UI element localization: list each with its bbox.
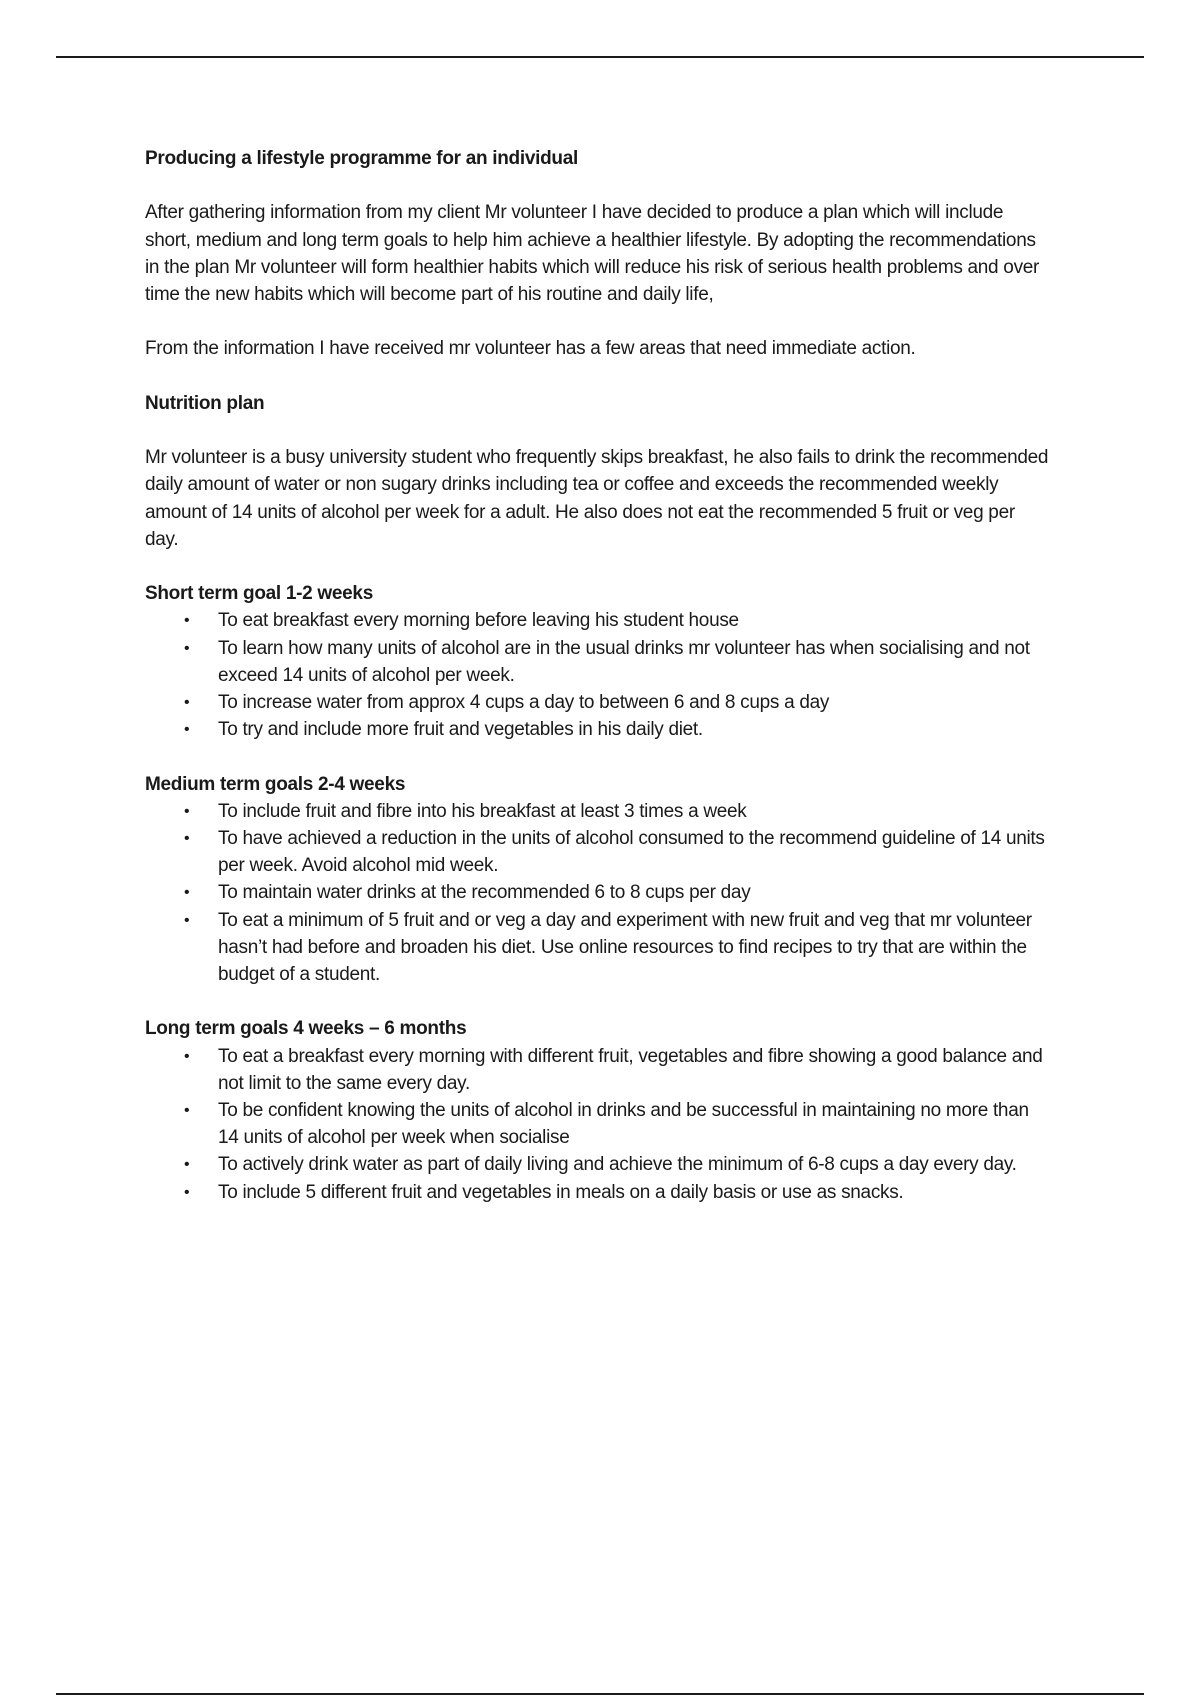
bullet-icon: • bbox=[184, 693, 190, 711]
list-item: • To be confident knowing the units of alcohol in drinks and be successful in maintaining no more than 14 units of alcohol per week when socialise bbox=[145, 1097, 1050, 1151]
short-term-heading: Short term goal 1-2 weeks bbox=[145, 583, 373, 605]
list-item: • To include fruit and fibre into his breakfast at least 3 times a week bbox=[145, 798, 1050, 825]
list-item: • To include 5 different fruit and vegetables in meals on a daily basis or use as snacks. bbox=[145, 1179, 1050, 1206]
list-item: • To eat breakfast every morning before leaving his student house bbox=[145, 607, 1050, 634]
medium-term-heading: Medium term goals 2-4 weeks bbox=[145, 773, 406, 795]
bullet-icon: • bbox=[184, 884, 190, 902]
footer-rule bbox=[56, 1693, 1144, 1695]
list-item: • To eat a minimum of 5 fruit and or veg a day and experiment with new fruit and veg that mr volunteer hasn’t had before and broaden his diet. Use online resources to find recipes to try that are within the budget of a student. bbox=[145, 907, 1050, 989]
bullet-icon: • bbox=[184, 1183, 190, 1201]
bullet-icon: • bbox=[184, 639, 190, 657]
medium-term-list bbox=[145, 798, 1050, 988]
summary-paragraph: From the information I have received mr volunteer has a few areas that need immediate action. bbox=[145, 338, 916, 360]
long-term-heading: Long term goals 4 weeks – 6 months bbox=[145, 1018, 467, 1040]
bullet-icon: • bbox=[184, 829, 190, 847]
list-item: • To actively drink water as part of daily living and achieve the minimum of 6-8 cups a day every day. bbox=[145, 1151, 1050, 1178]
document-body bbox=[145, 145, 1050, 1206]
short-term-list bbox=[145, 607, 1050, 743]
nutrition-heading: Nutrition plan bbox=[145, 392, 265, 414]
bullet-icon: • bbox=[184, 612, 190, 630]
list-item: • To have achieved a reduction in the units of alcohol consumed to the recommend guideline of 14 units per week. Avoid alcohol mid week. bbox=[145, 825, 1050, 879]
nutrition-paragraph: Mr volunteer is a busy university student who frequently skips breakfast, he also fails to drink the recommended daily amount of water or non sugary drinks including tea or coffee and exceeds the recommended weekly amount of 14 units of alcohol per week for a adult. He also does not eat the recommended 5 fruit or veg per day. bbox=[145, 447, 1049, 550]
bullet-icon: • bbox=[184, 1102, 190, 1119]
bullet-icon: • bbox=[184, 721, 190, 739]
document-title: Producing a lifestyle programme for an individual bbox=[145, 148, 578, 169]
bullet-icon: • bbox=[184, 802, 190, 820]
bullet-icon: • bbox=[184, 911, 190, 929]
header-rule bbox=[56, 56, 1144, 58]
bullet-icon: • bbox=[184, 1047, 190, 1065]
intro-paragraph: After gathering information from my client Mr volunteer I have decided to produce a plan which will include short, medium and long term goals to help him achieve a healthier lifestyle. By adopting the recommendations in the plan Mr volunteer will form healthier habits which will reduce his risk of serious health problems and over time the new habits which will become part of his routine and daily life, bbox=[145, 202, 1040, 305]
list-item: • To eat a breakfast every morning with different fruit, vegetables and fibre showing a good balance and not limit to the same every day. bbox=[145, 1043, 1050, 1097]
long-term-list bbox=[145, 1043, 1050, 1206]
list-item: • To learn how many units of alcohol are in the usual drinks mr volunteer has when socialising and not exceed 14 units of alcohol per week. bbox=[145, 635, 1050, 689]
list-item: • To increase water from approx 4 cups a day to between 6 and 8 cups a day bbox=[145, 689, 1050, 716]
list-item: • To try and include more fruit and vegetables in his daily diet. bbox=[145, 716, 1050, 743]
bullet-icon: • bbox=[184, 1156, 190, 1174]
list-item: • To maintain water drinks at the recommended 6 to 8 cups per day bbox=[145, 879, 1050, 906]
